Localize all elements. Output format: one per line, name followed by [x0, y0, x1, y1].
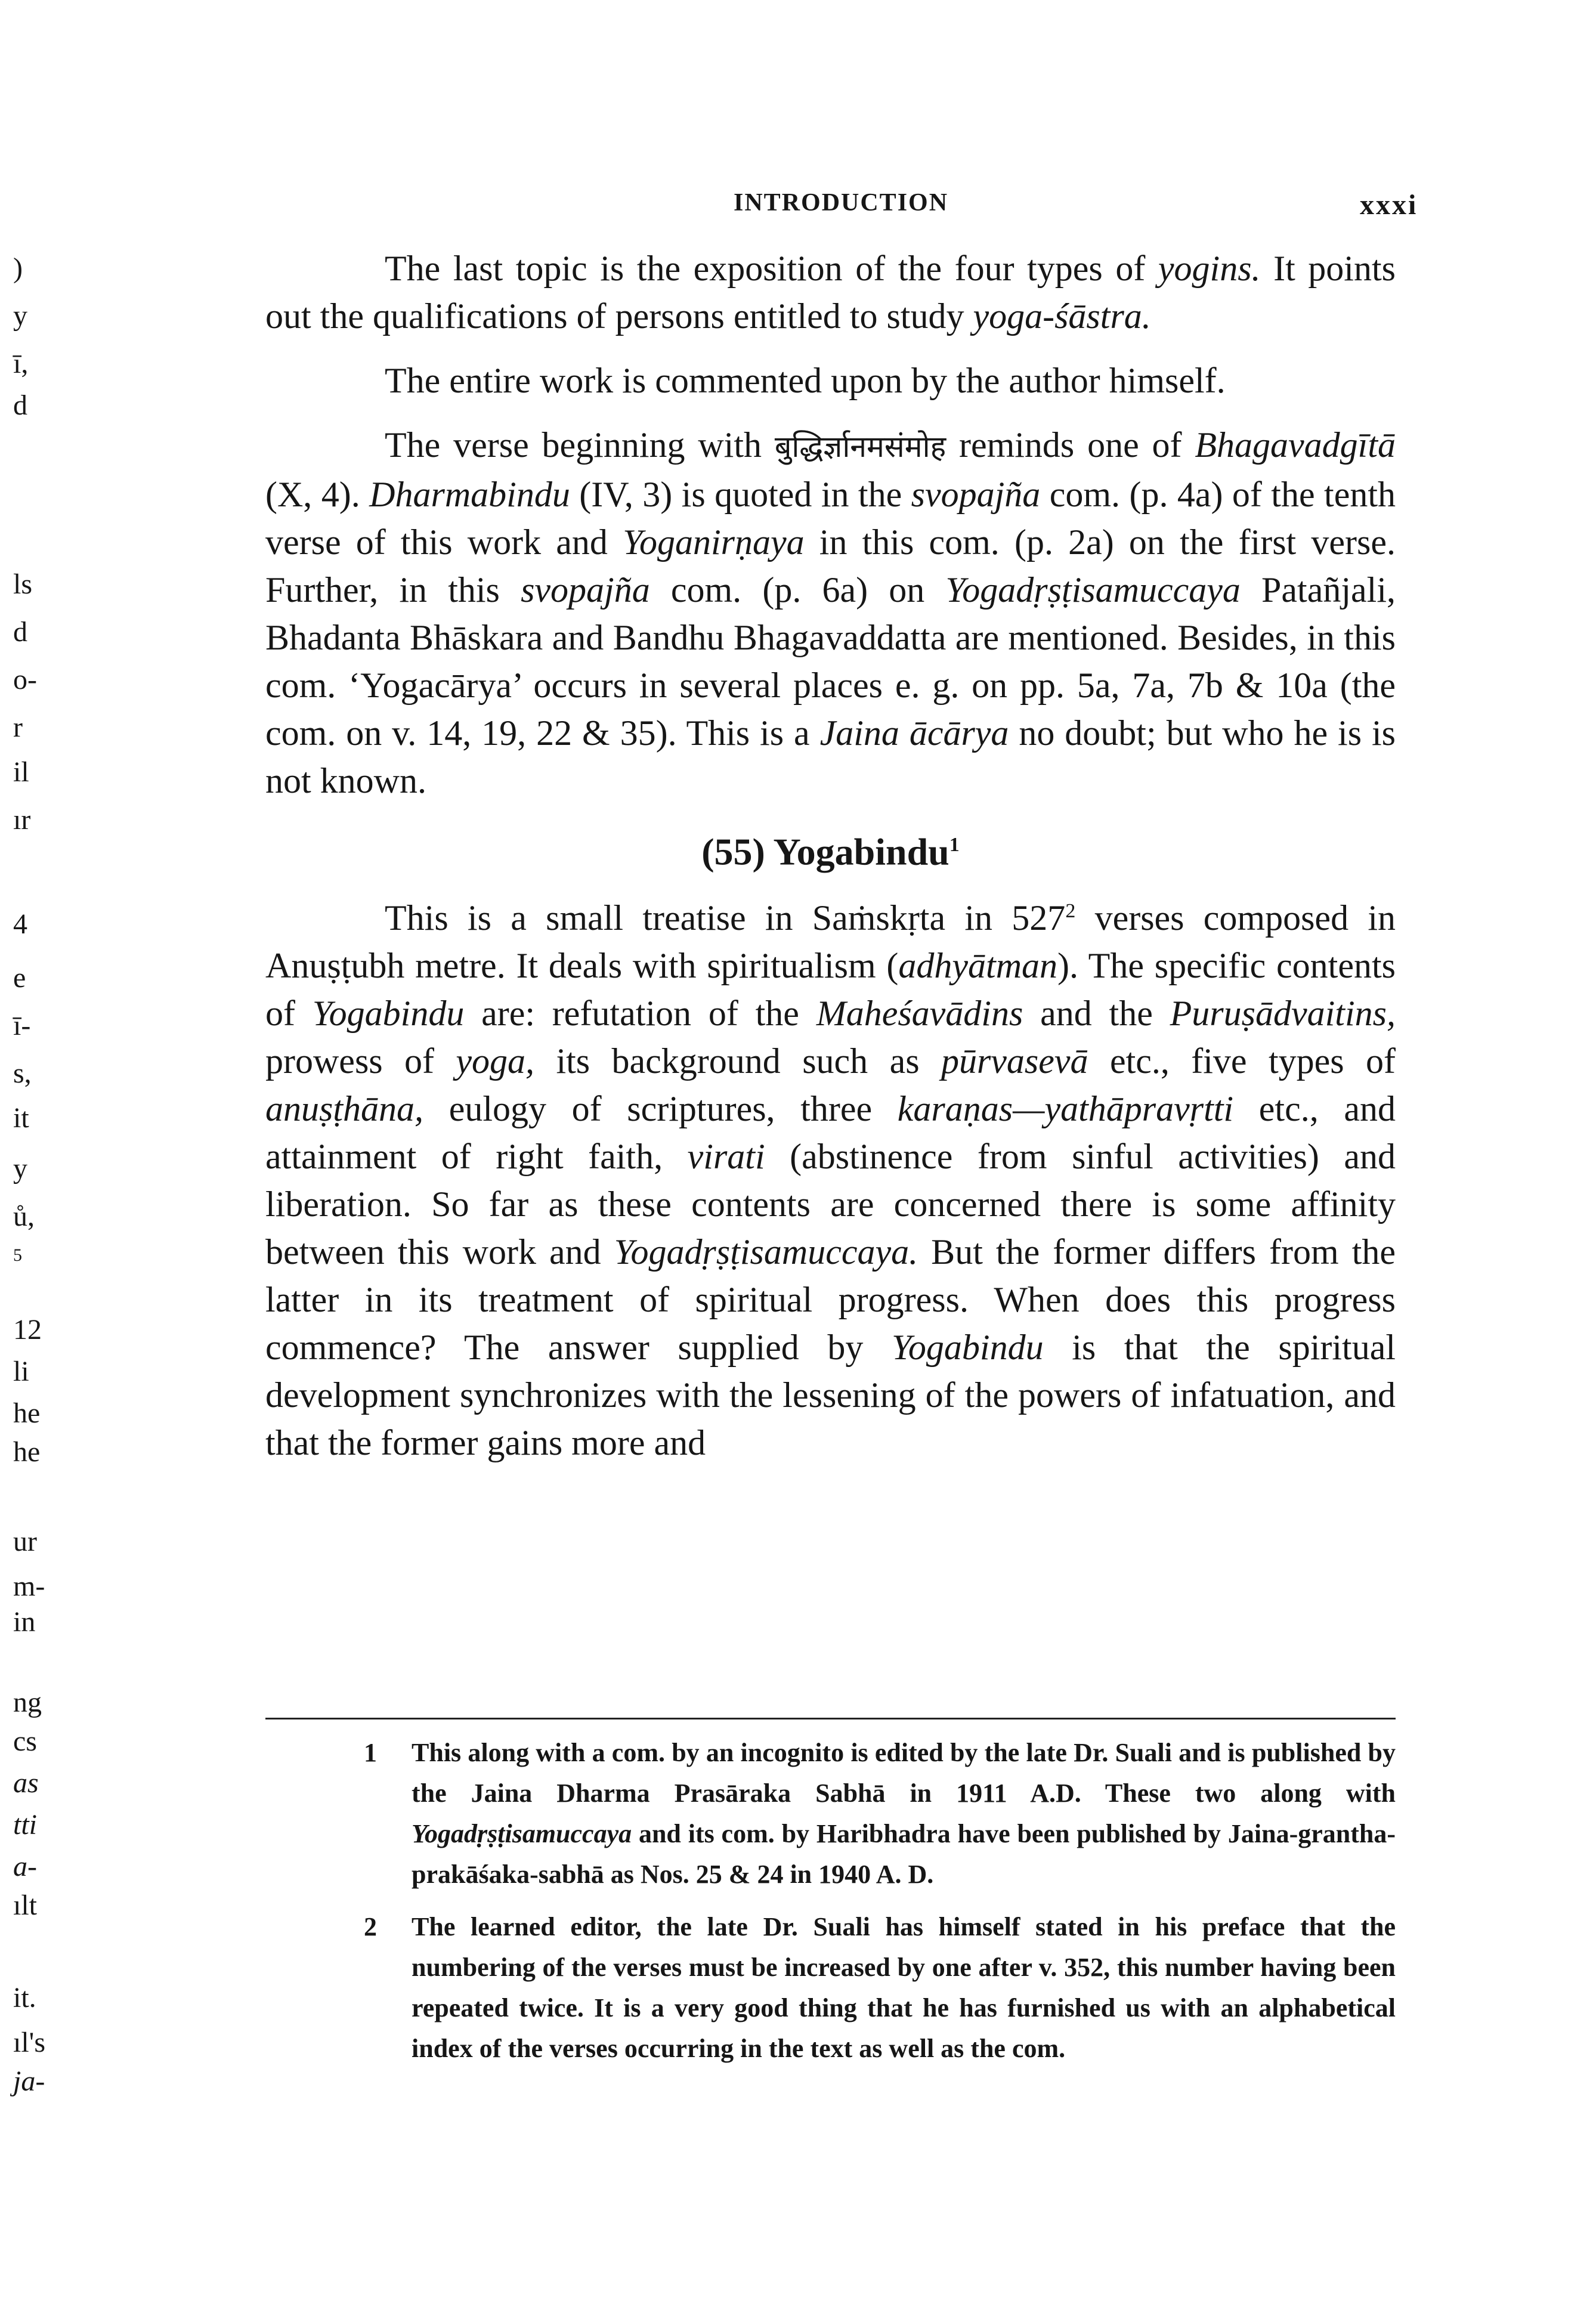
margin-fragment: it.: [13, 1982, 36, 2014]
text-run: prowess of: [265, 1041, 456, 1081]
margin-fragment: m-: [13, 1570, 45, 1602]
footnote-ref: 1: [949, 834, 960, 856]
paragraph-yogins: [265, 245, 1396, 340]
italic-term: Jaina ācārya: [819, 713, 1009, 753]
italic-term: Puruṣādvaitins,: [1170, 994, 1396, 1034]
margin-fragment: 4: [13, 908, 27, 940]
text-run: are: refutation of the: [464, 994, 816, 1034]
facing-page-margin: [0, 0, 66, 2301]
margin-fragment: ů,: [13, 1201, 35, 1232]
footnote-1: [346, 1733, 1396, 1895]
italic-term: karaṇas—yathāpravṛtti: [897, 1089, 1234, 1129]
text-run: ). The specific contents of: [265, 946, 1396, 1034]
margin-fragment: ng: [13, 1687, 42, 1718]
page-number: xxxi: [1360, 189, 1418, 221]
italic-term: Yogabindu: [312, 994, 465, 1034]
margin-fragment: y: [13, 1153, 27, 1184]
margin-fragment: li: [13, 1356, 29, 1387]
margin-fragment: r: [13, 712, 23, 743]
running-head: INTRODUCTION: [734, 189, 949, 217]
text-run: (IV, 3) is quoted in the: [570, 475, 911, 514]
margin-fragment: y: [13, 300, 27, 332]
italic-term: Yogadṛṣṭisamuccaya: [412, 1819, 632, 1848]
margin-fragment: tti: [13, 1809, 38, 1841]
italic-term: yoga,: [456, 1041, 535, 1081]
text-run: (X, 4).: [265, 475, 370, 514]
margin-fragment: ja-: [13, 2065, 45, 2097]
margin-fragment: d: [13, 389, 27, 421]
text-run: (abstinence from sinful activities) and liberation. So far as these contents are concerned there is some affinity between this work and: [265, 1137, 1396, 1272]
footnote-2: [346, 1907, 1396, 2069]
italic-term: Dharmabindu: [369, 475, 570, 514]
text-run: etc., and attainment of right faith,: [265, 1089, 1396, 1177]
margin-fragment: in: [13, 1606, 36, 1638]
margin-fragment: ır: [13, 804, 31, 836]
section-heading-text: (55) Yogabindu: [701, 830, 949, 873]
text-run: no doubt; but who he is is not known.: [265, 713, 1396, 800]
text-run: It points out the qualifications of persons entitled to study: [265, 249, 1396, 336]
margin-fragment: ī-: [13, 1010, 31, 1041]
page-header: [0, 188, 1596, 224]
text-run: The last topic is the exposition of the four types of: [385, 249, 1158, 288]
text-run: in this com. (p. 2a) on the first verse. Further, in this: [265, 522, 1396, 610]
footnote-ref: 2: [1065, 900, 1076, 923]
margin-fragment: a-: [13, 1851, 37, 1882]
italic-term: Yoganirṇaya: [623, 522, 805, 562]
margin-fragment: e: [13, 962, 26, 994]
margin-fragment: cs: [13, 1725, 37, 1757]
paragraph-commentary: The entire work is commented upon by the author himself.: [385, 361, 1226, 400]
footnote-mark: 1: [364, 1738, 377, 1767]
text-run: verses composed in Anuṣṭubh metre. It deals with spiritualism (: [265, 898, 1396, 986]
text-run: reminds one of: [946, 425, 1195, 465]
italic-term: svopajña: [911, 475, 1041, 514]
paragraph-yogabindu: [265, 887, 1396, 1467]
text-run: is that the spiritual development synchronizes with the lessening of the powers of infatuation, and that the former gains more and: [265, 1328, 1396, 1463]
margin-fragment: o-: [13, 664, 37, 695]
margin-fragment: as: [13, 1767, 39, 1799]
italic-term: virati: [687, 1137, 765, 1177]
main-text: [265, 245, 1396, 1483]
margin-fragment: s,: [13, 1057, 32, 1089]
text-run: This is a small treatise in Saṁskṛta in 527: [385, 898, 1066, 938]
italic-term: adhyātman: [898, 946, 1058, 986]
italic-term: Maheśavādins: [816, 994, 1023, 1034]
italic-term: Yogabindu: [892, 1328, 1044, 1368]
text-run: com. (p. 6a) on: [649, 570, 946, 610]
section-heading: [265, 821, 1396, 876]
footnote-mark: 2: [364, 1912, 377, 1941]
text-run: and the: [1023, 994, 1170, 1034]
footnote-rule: [265, 1718, 1396, 1719]
footnote-text: This along with a com. by an incognito is edited by the late Dr. Suali and is published by the Jaina Dharma Prasāraka Sabhā in 1911 A.D. These two along with: [412, 1738, 1396, 1808]
text-run: com. (p. 4a) of the tenth verse of this work and: [265, 475, 1396, 562]
footnote-text: and its com. by Haribhadra have been published by Jaina-grantha-prakāśaka-sabhā as Nos. 25 & 24 in 1940 A. D.: [412, 1819, 1396, 1889]
italic-term: pūrvasevā: [941, 1041, 1088, 1081]
italic-term: yogins.: [1158, 249, 1261, 288]
text-run: etc., five types of: [1088, 1041, 1396, 1081]
margin-fragment: ılt: [13, 1889, 38, 1921]
paragraph-verse: [265, 421, 1396, 805]
margin-fragment: ): [13, 252, 23, 284]
margin-fragment: he: [13, 1397, 41, 1429]
margin-fragment: ıl's: [13, 2027, 45, 2058]
text-run: eulogy of scriptures, three: [423, 1089, 898, 1129]
margin-fragment: ls: [13, 568, 33, 600]
margin-fragment: ī,: [13, 348, 29, 379]
footnote-text: The learned editor, the late Dr. Suali has himself stated in his preface that the numbering of the verses must be increased by one after v. 352, this number having been repeated twice. It is a very good thing that he has furnished us with an alphabetical index of the verses occurring in the text as well as the com.: [412, 1912, 1396, 2063]
text-run: its background such as: [534, 1041, 941, 1081]
margin-fragment: d: [13, 616, 27, 648]
margin-fragment: ur: [13, 1526, 37, 1557]
margin-fragment: 12: [13, 1314, 42, 1346]
margin-fragment: 5: [13, 1245, 22, 1265]
italic-term: svopajña: [521, 570, 650, 610]
footnotes: [346, 1733, 1396, 2081]
italic-term: yoga-śāstra.: [973, 296, 1151, 336]
italic-term: Yogadṛṣṭisamuccaya: [945, 570, 1241, 610]
margin-fragment: it: [13, 1102, 29, 1134]
text-run: The verse beginning with: [385, 425, 775, 465]
margin-fragment: he: [13, 1436, 41, 1468]
margin-fragment: il: [13, 756, 29, 788]
text-run: Patañjali, Bhadanta Bhāskara and Bandhu Bhagavaddatta are mentioned. Besides, in this com. ‘Yogacārya’ occurs in several places e. g. on pp. 5a, 7a, 7b & 10a (the com. on v. 14, 19, 22 & 35). This is a: [265, 570, 1396, 753]
devanagari-quote: बुद्धिर्ज्ञानमसंमोह: [774, 429, 947, 464]
italic-term: Yogadṛṣṭisamuccaya.: [614, 1232, 918, 1272]
text-run: But the former differs from the latter in its treatment of spiritual progress. When does this progress commence? The answer supplied by: [265, 1232, 1396, 1368]
italic-term: anuṣṭhāna,: [265, 1089, 424, 1129]
italic-term: Bhagavadgītā: [1195, 425, 1396, 465]
